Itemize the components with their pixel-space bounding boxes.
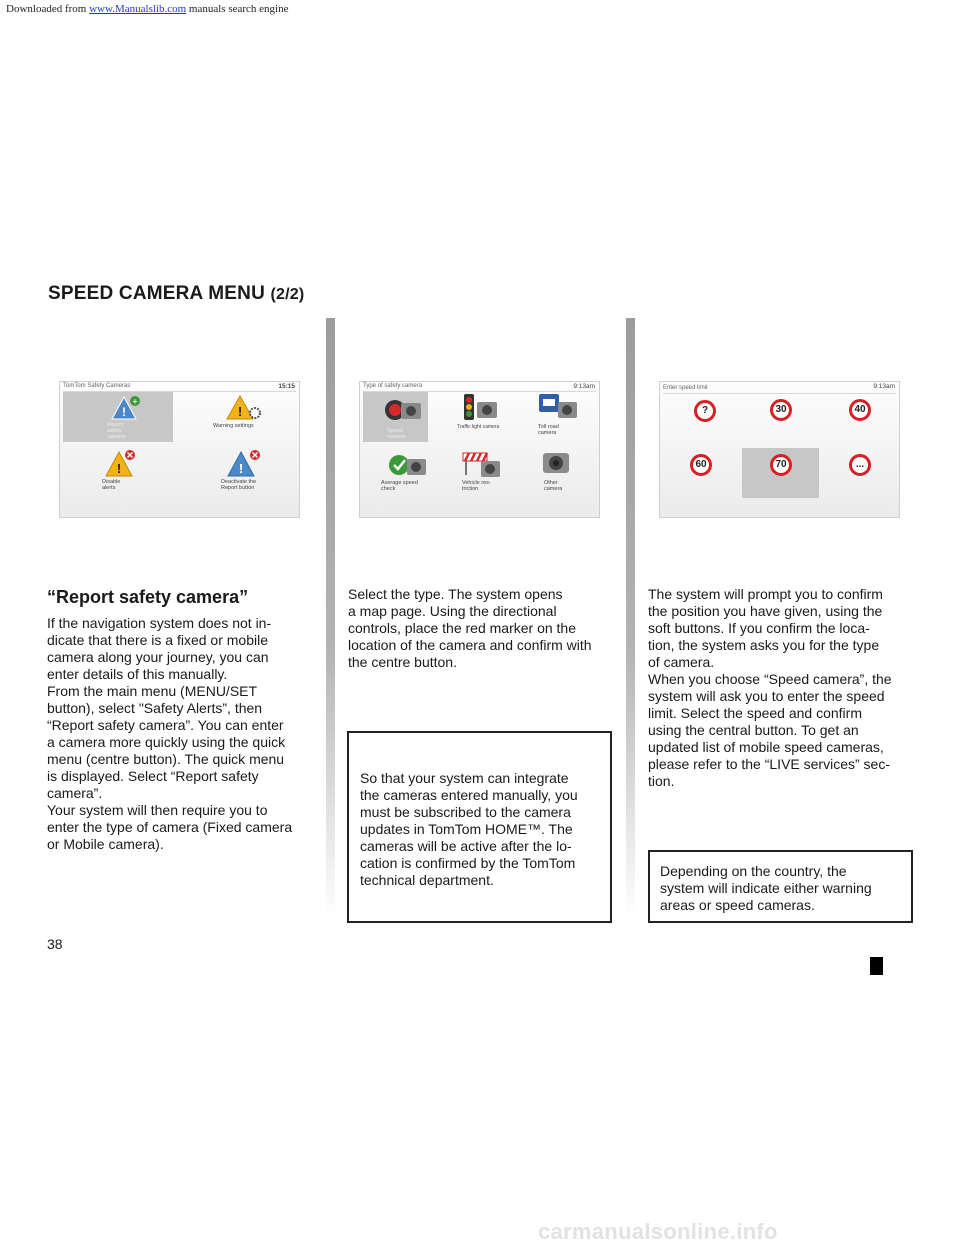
page-title-main: SPEED CAMERA MENU — [48, 283, 265, 304]
toll-road-camera-label[interactable]: Toll road camera — [538, 424, 559, 436]
header-suffix: manuals search engine — [188, 3, 289, 15]
column-divider-right — [626, 318, 635, 918]
watermark: carmanualsonline.info — [538, 1219, 778, 1244]
deactivate-report-icon — [227, 449, 263, 479]
traffic-light-camera-icon — [459, 392, 499, 422]
download-header — [6, 3, 288, 15]
svg-text:!: ! — [116, 461, 122, 476]
average-speed-label[interactable]: Average speed check — [381, 480, 418, 492]
speed-sign-unknown[interactable]: ? — [694, 400, 716, 422]
speed-sign-30[interactable]: 30 — [770, 399, 792, 421]
speed-sign-60[interactable]: 60 — [690, 454, 712, 476]
speed-camera-button[interactable] — [363, 392, 428, 442]
col3-note-box — [648, 850, 913, 923]
traffic-light-camera-label[interactable]: Traffic light camera — [457, 424, 500, 430]
col2-note: So that your system can integrate the cameras entered manually, you must be subscribed to the camera updates in TomTom HOME™. The cameras will be active after the lo- cation is confirmed by the TomTom technical department. — [360, 770, 578, 888]
deactivate-report-label[interactable]: Deactivate the Report button — [221, 479, 257, 491]
speed-sign-more[interactable]: ... — [849, 454, 871, 476]
speed-camera-icon — [383, 395, 423, 425]
manualslib-link[interactable]: www.Manualslib.com — [89, 3, 187, 15]
vehicle-restriction-icon — [461, 449, 501, 479]
col2-body: Select the type. The system opens a map page. Using the directional controls, place the red marker on the location of the camera and confirm with the centre button. — [348, 586, 592, 670]
section-heading: “Report safety camera” — [47, 587, 249, 607]
screen-speed-limit — [659, 381, 900, 518]
svg-text:!: ! — [122, 405, 126, 419]
speed-sign-40[interactable]: 40 — [849, 399, 871, 421]
page-title — [48, 283, 304, 305]
screen3-title: Enter speed limit — [663, 385, 708, 391]
page-edge-marker — [870, 957, 883, 975]
screen-safety-cameras — [59, 381, 300, 518]
column-divider-left — [326, 318, 335, 918]
report-camera-button[interactable] — [63, 392, 173, 442]
vehicle-restriction-label[interactable]: Vehicle res- triction — [462, 480, 491, 492]
report-camera-icon — [110, 395, 142, 421]
svg-text:+: + — [132, 397, 138, 406]
disable-alerts-label[interactable]: Disable alerts — [102, 479, 121, 491]
warning-settings-label[interactable]: Warning settings — [213, 423, 254, 429]
col3-body: The system will prompt you to confirm the position you have given, using the soft buttons. If you confirm the loca- tion, the system asks you for the type of camera. When you choose “Speed camera”, the system will ask you to enter the speed limit. Select the speed and confirm using the central button. To get an updated list of mobile speed cameras, please refer to the “LIVE services” sec- tion. — [648, 586, 892, 789]
warning-settings-icon — [224, 394, 262, 422]
page-title-sub: (2/2) — [270, 286, 305, 303]
svg-text:!: ! — [238, 461, 244, 476]
average-speed-icon — [387, 449, 427, 479]
speed-sign-70[interactable]: 70 — [770, 454, 792, 476]
svg-text:!: ! — [237, 404, 243, 419]
report-camera-label: Report safety camera — [107, 422, 126, 440]
toll-road-camera-icon — [538, 392, 578, 422]
speed-camera-label: Speed camera — [387, 428, 406, 440]
other-camera-icon — [540, 449, 574, 479]
page-number: 38 — [47, 936, 63, 952]
screen-camera-type — [359, 381, 600, 518]
col1-body: If the navigation system does not in- dicate that there is a fixed or mobile camera along your journey, you can enter details of this manually. From the main menu (MENU/SET button), select "Safety Alerts”, then “Report safety camera”. You can enter a camera more quickly using the quick menu (centre button). The quick menu is displayed. Select “Report safety camera”. Your system will then require you to enter the type of camera (Fixed camera or Mobile camera). — [47, 615, 293, 852]
screen2-time: 9:13am — [573, 383, 595, 390]
screen3-separator — [663, 393, 896, 394]
col3-note: Depending on the country, the system will indicate either warning areas or speed cameras. — [660, 863, 872, 913]
other-camera-label[interactable]: Other camera — [544, 480, 563, 492]
col2-note-box — [347, 731, 612, 923]
screen1-title: TomTom Safety Cameras — [63, 383, 131, 389]
screen2-title: Type of safety camera — [363, 383, 423, 389]
disable-alerts-icon — [104, 449, 138, 479]
screen1-time: 15:15 — [278, 383, 295, 390]
header-prefix: Downloaded from — [6, 3, 87, 15]
screen3-time: 9:13am — [873, 383, 895, 390]
